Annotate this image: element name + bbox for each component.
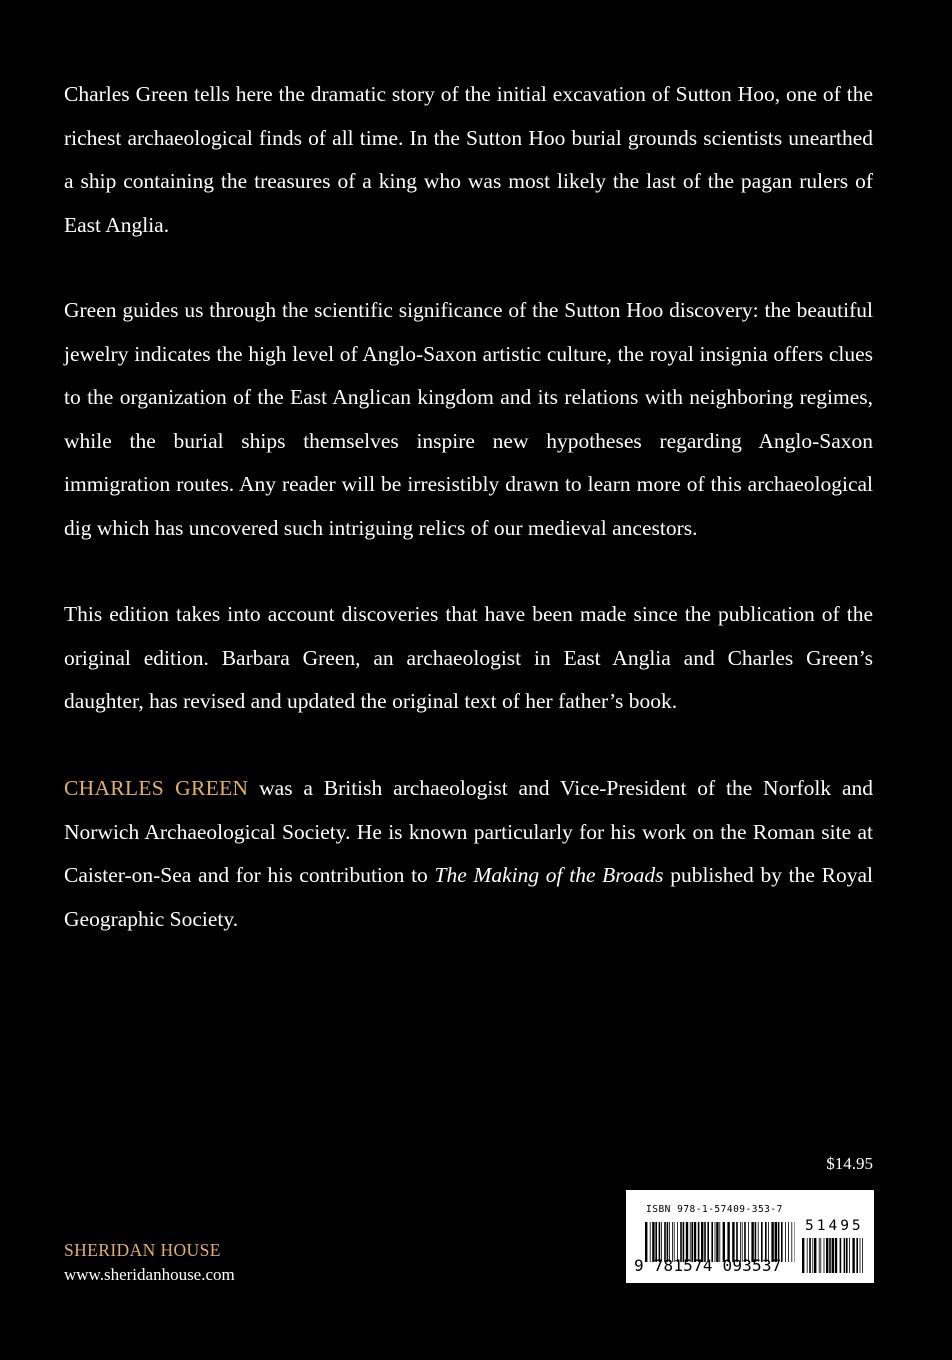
barcode-bar	[820, 1238, 821, 1273]
author-name: CHARLES GREEN	[64, 776, 249, 800]
barcode-bar	[809, 1238, 811, 1273]
edition-note-paragraph: This edition takes into account discoveries that have been made since the publication of the original edition. Barbara Green, an archaeologist in East Anglia and Charles Green’s daughter, has revised and updated the original text of her father’s book.	[64, 602, 873, 713]
author-bio-text-end: published by the Royal Geographic Society.	[64, 863, 873, 931]
barcode-bar	[849, 1238, 850, 1273]
description-paragraph-2: Green guides us through the scientific significance of the Sutton Hoo discovery: the beautiful jewelry indicates the high level of Anglo-Saxon artistic culture, the royal insignia offers clues to the organization of the East Anglican kingdom and its relations with neighboring regimes, while the burial ships themselves inspire new hypotheses regarding Anglo-Saxon immigration routes. Any reader will be irresistibly drawn to learn more of this archaeological dig which has uncovered such intriguing relics of our medieval ancestors.	[64, 298, 873, 540]
publisher-website[interactable]: www.sheridanhouse.com	[64, 1265, 235, 1284]
barcode-bar	[812, 1238, 813, 1273]
barcode-bar	[814, 1238, 816, 1273]
barcode-bar	[807, 1238, 808, 1273]
price: $14.95	[826, 1154, 873, 1173]
barcode-bar	[802, 1238, 804, 1273]
barcode-bar	[840, 1238, 842, 1273]
barcode-bar	[860, 1238, 861, 1273]
barcode-bar	[832, 1238, 834, 1273]
book-title: The Making of the Broads	[434, 863, 664, 887]
barcode-bar	[826, 1238, 828, 1273]
author-bio-paragraph	[64, 767, 873, 941]
publisher-name: SHERIDAN HOUSE	[64, 1240, 221, 1260]
barcode-bar	[791, 1222, 792, 1262]
barcode-addon-digits: 51495	[805, 1218, 864, 1234]
barcode-bar	[785, 1222, 786, 1262]
barcode-bar	[846, 1238, 848, 1273]
description-paragraph-1: Charles Green tells here the dramatic story of the initial excavation of Sutton Hoo, one of the richest archaeological finds of all time. In the Sutton Hoo burial grounds scientists unearthed a ship containing the treasures of a king who was most likely the last of the pagan rulers of East Anglia.	[64, 82, 873, 237]
barcode-bar	[835, 1238, 837, 1273]
barcode-addon-bars	[802, 1238, 864, 1273]
barcode-bar	[788, 1222, 789, 1262]
barcode-digits: 9 781574 093537	[634, 1256, 782, 1275]
barcode-bar	[862, 1238, 863, 1273]
isbn-label: ISBN 978-1-57409-353-7	[646, 1204, 783, 1215]
barcode-bar	[852, 1238, 854, 1273]
barcode-bar	[824, 1238, 825, 1273]
barcode-bar	[829, 1238, 831, 1273]
author-bio-text: was a British archaeologist and Vice-President of the Norfolk and Norwich Archaeological Society. He is known particularly for his work on the Roman site at Caister-on-Sea and for his contribution to	[64, 776, 873, 887]
barcode-bar	[856, 1238, 858, 1273]
barcode-bar	[844, 1238, 846, 1273]
barcode-bar	[819, 1238, 820, 1273]
isbn-barcode	[626, 1190, 874, 1283]
